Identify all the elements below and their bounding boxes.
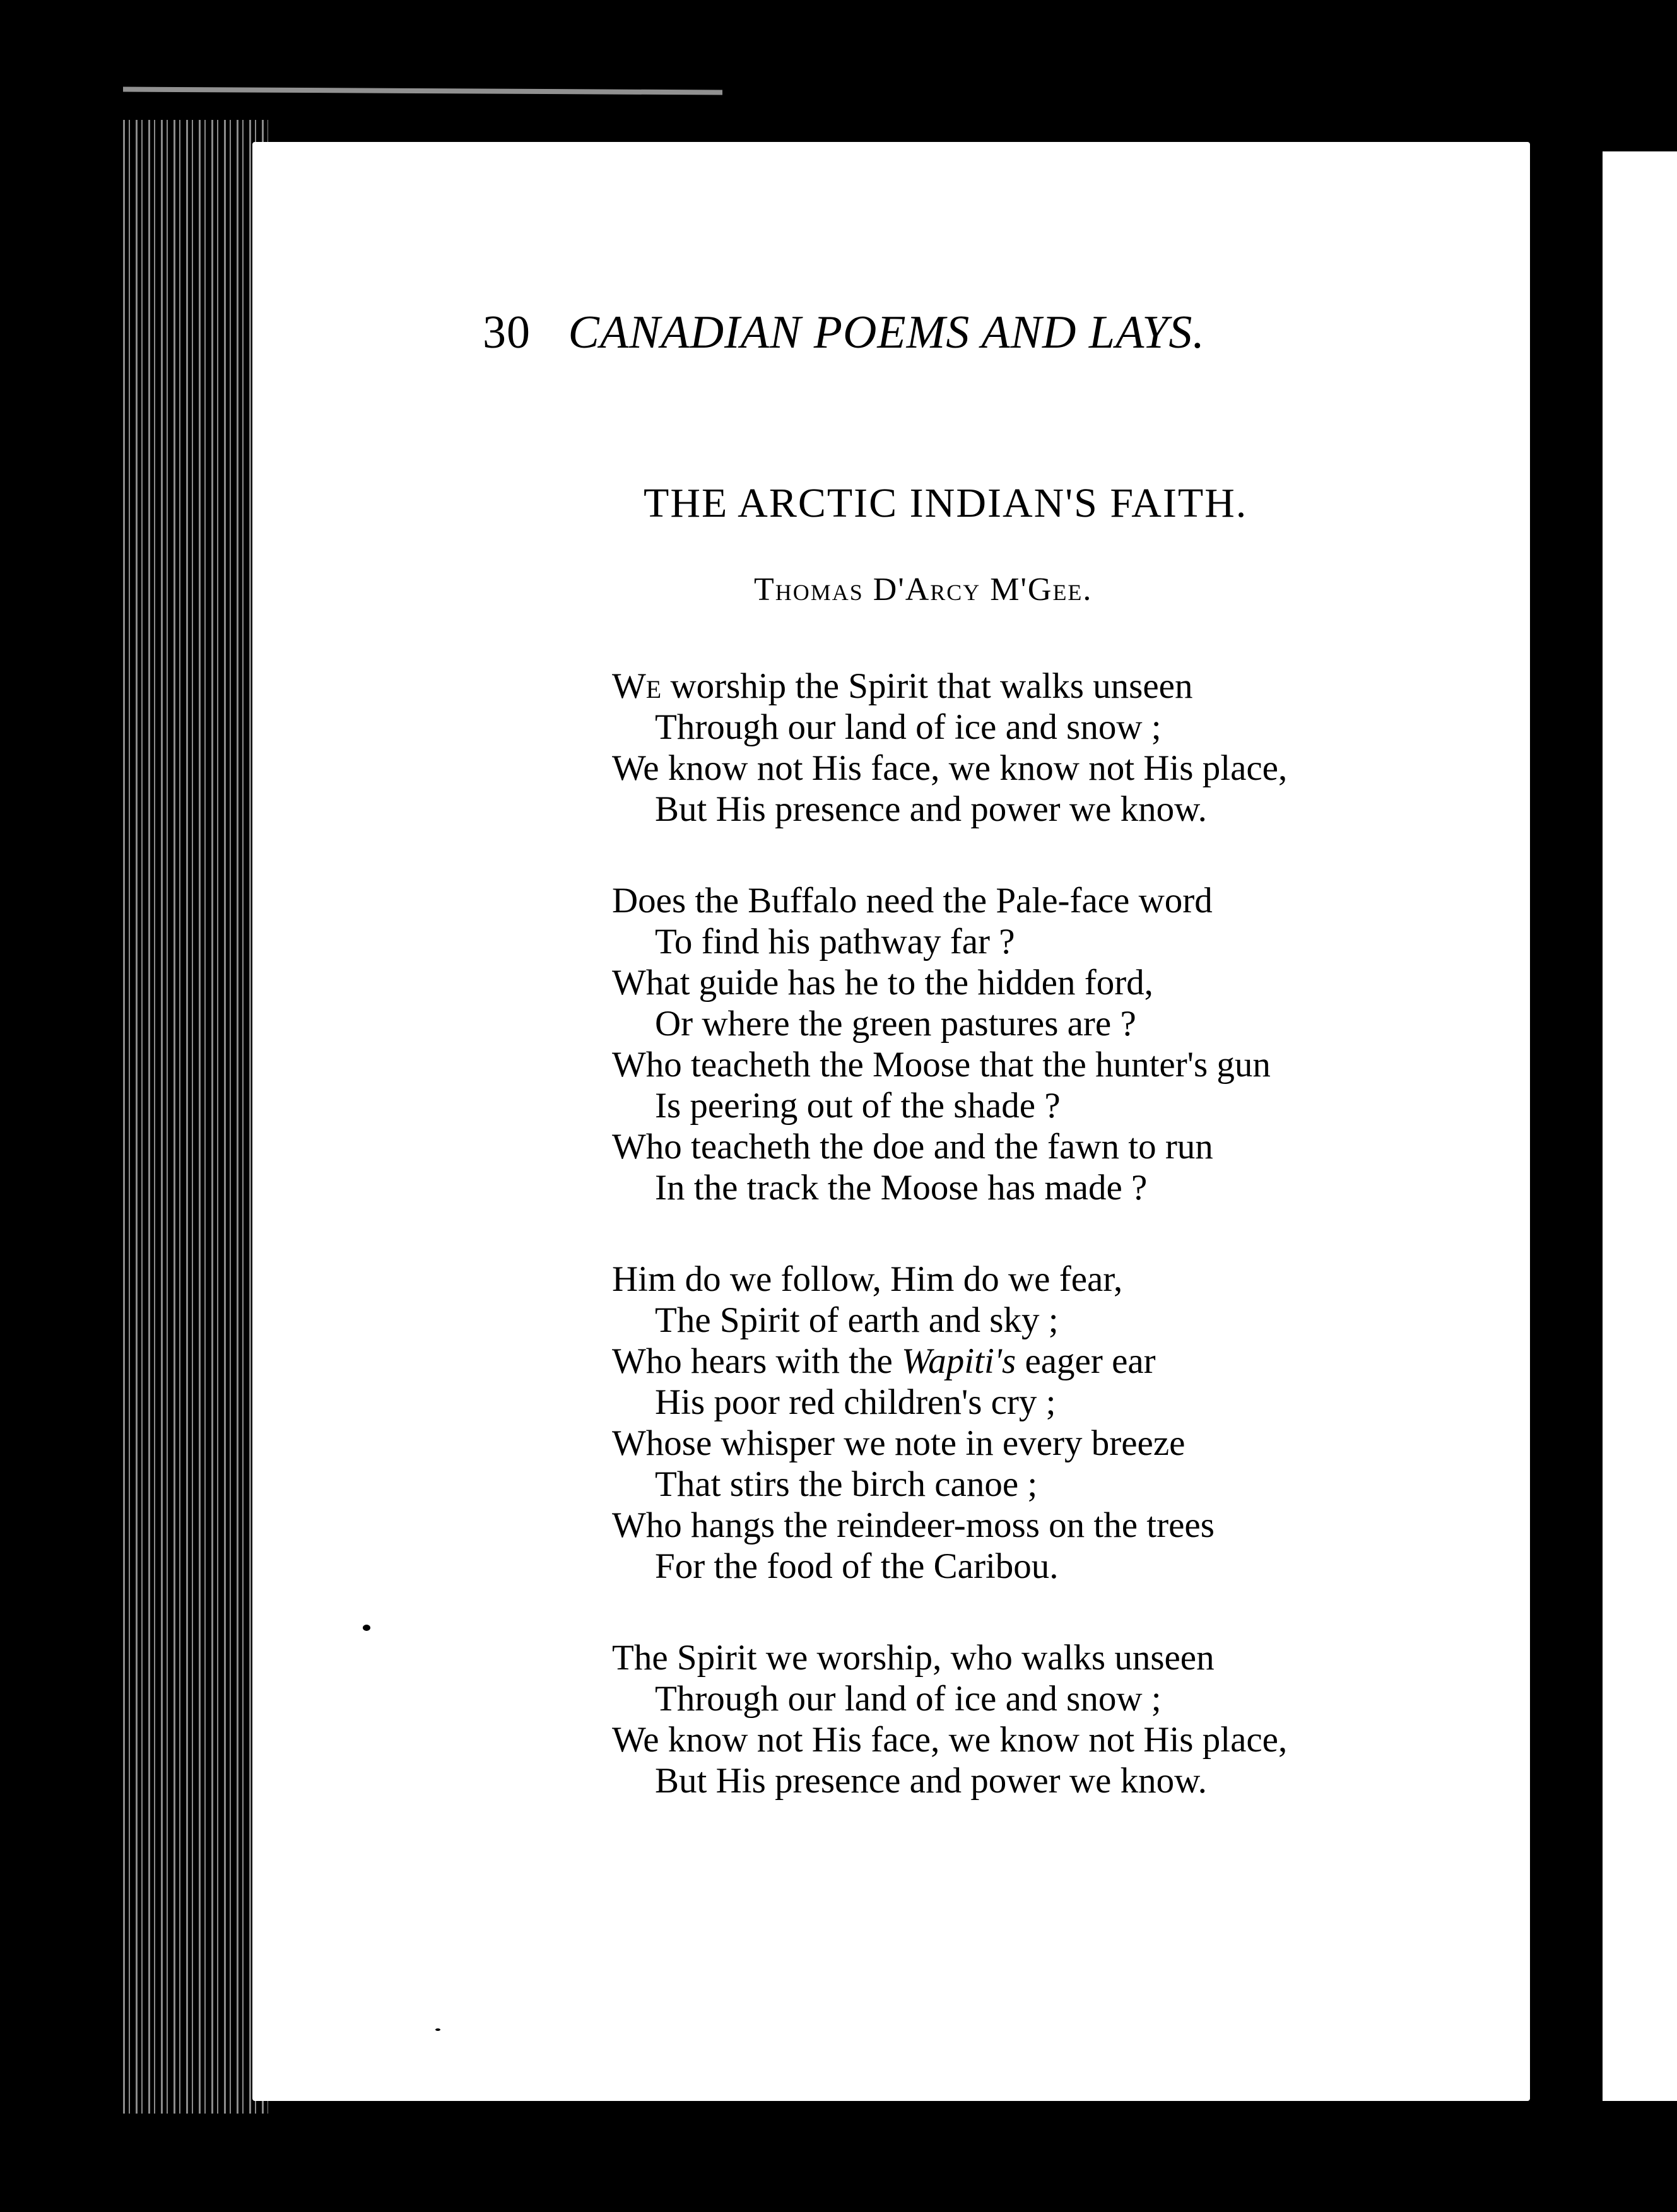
stanza-1 [612,666,1495,830]
poem-line: Him do we follow, Him do we fear, [612,1259,1123,1299]
poem-line: We know not His face, we know not His place, [612,1720,1288,1760]
poem-line: For the food of the Caribou. [655,1546,1059,1586]
poem-line: Or where the green pastures are ? [655,1004,1136,1044]
poem-body [612,666,1495,1852]
poem-line: Does the Buffalo need the Pale-face word [612,881,1213,921]
page-top-edge [123,87,722,95]
facing-page-edge [1603,151,1677,2101]
poem-line: To find his pathway far ? [655,922,1015,962]
book-gutter [123,120,268,2114]
line-text: worship the Spirit that walks unseen [661,666,1193,706]
poem-line: The Spirit we worship, who walks unseen [612,1638,1215,1678]
page-number: 30 [483,307,531,358]
running-head [483,306,1205,360]
stanza-2 [612,880,1495,1208]
poem-line: But His presence and power we know. [655,1761,1207,1801]
poem-line [612,666,1495,707]
line-text: Who hears with the [612,1341,902,1381]
stanza-3 [612,1259,1495,1587]
poem-line: But His presence and power we know. [655,789,1207,829]
poem-line: Is peering out of the shade ? [655,1086,1061,1126]
poem-line: Through our land of ice and snow ; [655,1679,1162,1719]
poem-line: His poor red children's cry ; [655,1382,1056,1422]
poem-line: Through our land of ice and snow ; [655,707,1162,747]
poem-author: Thomas D'Arcy M'Gee. [754,572,1093,608]
poem-line: Who teacheth the Moose that the hunter's gun [612,1045,1271,1085]
poem-line: Who hangs the reindeer-moss on the trees [612,1505,1215,1545]
scan-speck [435,2028,440,2031]
poem-line: We know not His face, we know not His place, [612,748,1288,788]
poem-line [612,1341,1495,1382]
poem-line: That stirs the birch canoe ; [655,1464,1038,1504]
poem-line: In the track the Moose has made ? [655,1168,1148,1208]
book-title: CANADIAN POEMS AND LAYS. [568,307,1205,358]
line-text: eager ear [1016,1341,1156,1381]
poem-line: The Spirit of earth and sky ; [655,1300,1059,1340]
italic-word: Wapiti's [902,1341,1016,1381]
stanza-4 [612,1637,1495,1801]
dropcap-word: We [612,666,662,706]
poem-line: What guide has he to the hidden ford, [612,963,1153,1003]
scan-speck [363,1625,370,1631]
poem-line: Who teacheth the doe and the fawn to run [612,1127,1213,1167]
poem-line: Whose whisper we note in every breeze [612,1423,1186,1463]
poem-title: THE ARCTIC INDIAN'S FAITH. [644,480,1248,526]
